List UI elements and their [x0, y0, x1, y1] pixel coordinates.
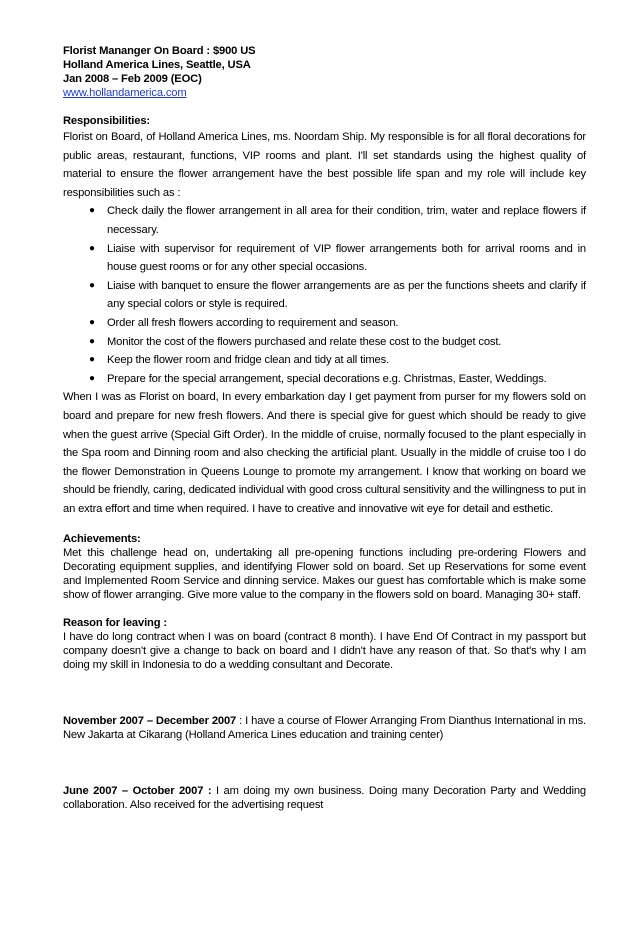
job-period: November 2007 – December 2007	[63, 715, 237, 728]
list-item: ● Monitor the cost of the flowers purchased and relate these cost to the budget cost.	[63, 333, 586, 352]
job-entry-business	[63, 784, 586, 812]
bullet-icon: ●	[89, 335, 95, 347]
bullet-icon: ●	[89, 354, 95, 366]
leaving-text: I have do long contract when I was on board (contract 8 month). I have End Of Contract in my passport but company doesn't give a change to back on board and I didn't have any reason of that. So that's why I am doing my skill in Indonesia to do a wedding consultant and Decorate.	[63, 631, 586, 672]
bullet-icon: ●	[89, 242, 95, 254]
company-name: Holland America Lines, Seattle, USA	[63, 59, 251, 71]
list-item: ● Liaise with banquet to ensure the flower arrangements are as per the functions sheets and clarify if any special colors or style is required.	[63, 277, 586, 314]
job-description: : I have a course of Flower Arranging From Dianthus International in ms. New Jakarta at Cikarang (Holland America Lines education and training center)	[63, 715, 587, 742]
achievements-heading: Achievements:	[63, 533, 141, 546]
employment-period: Jan 2008 – Feb 2009 (EOC)	[63, 73, 202, 85]
job-period: June 2007 – October 2007 :	[63, 785, 212, 798]
bullet-icon: ●	[89, 316, 95, 328]
bullet-icon: ●	[89, 372, 95, 384]
responsibilities-list	[63, 202, 586, 388]
list-item: ● Keep the flower room and fridge clean and tidy at all times.	[63, 351, 586, 370]
responsibilities-closing: When I was as Florist on board, In every embarkation day I get payment from purser for my flowers sold on board and prepare for new fresh flowers. And there is special give for guest which should be ready to give when the guest arrive (Special Gift Order). In the middle of cruise, normally focused to the plant especially in the Spa room and Dinning room and also checking the artificial plant. Usually in the middle of cruise too I do the flower Demonstration in Queens Lounge to promote my arrangement. I know that working on board we should be friendly, caring, dedicated individual with good cross cultural sensitivity and the willingness to put in an extra effort and time when required. I have to creative and innovative wit eye for detail and esthetic.	[63, 391, 586, 515]
responsibilities-intro: Florist on Board, of Holland America Lines, ms. Noordam Ship. My responsible is for all floral decorations for public areas, restaurant, functions, VIP rooms and plant. I'll set standards using the highest quality of material to ensure the flower arrangement have the best possible life span and my role will include key responsibilities such as :	[63, 131, 586, 199]
responsibilities-heading: Responsibilities:	[63, 115, 150, 127]
job-description: I am doing my own business. Doing many Decoration Party and Wedding collaboration. Also received for the advertising request	[63, 785, 586, 812]
job-title: Florist Mananger On Board : $900 US	[63, 45, 256, 57]
resume-page	[63, 44, 586, 812]
list-item: ● Check daily the flower arrangement in all area for their condition, trim, water and replace flowers if necessary.	[63, 202, 586, 239]
list-item: ● Order all fresh flowers according to requirement and season.	[63, 314, 586, 333]
list-item: ● Prepare for the special arrangement, special decorations e.g. Christmas, Easter, Weddings.	[63, 370, 586, 389]
list-item: ● Liaise with supervisor for requirement of VIP flower arrangements both for arrival rooms and in house guest rooms or for any other special occasions.	[63, 240, 586, 277]
bullet-icon: ●	[89, 205, 95, 217]
leaving-heading: Reason for leaving :	[63, 617, 167, 630]
company-website-link[interactable]: www.hollandamerica.com	[63, 87, 187, 99]
achievements-text: Met this challenge head on, undertaking all pre-opening functions including pre-ordering Flowers and Decorating equipment supplies, and identifying Flower sold on board. Set up Reservations for some event and Implemented Room Service and dinning service. Makes our guest has comfortable which is make some show of flower arranging. Give more value to the company in the flowers sold on board. Managing 30+ staff.	[63, 547, 586, 602]
job-entry-course	[63, 714, 586, 742]
bullet-icon: ●	[89, 279, 95, 291]
